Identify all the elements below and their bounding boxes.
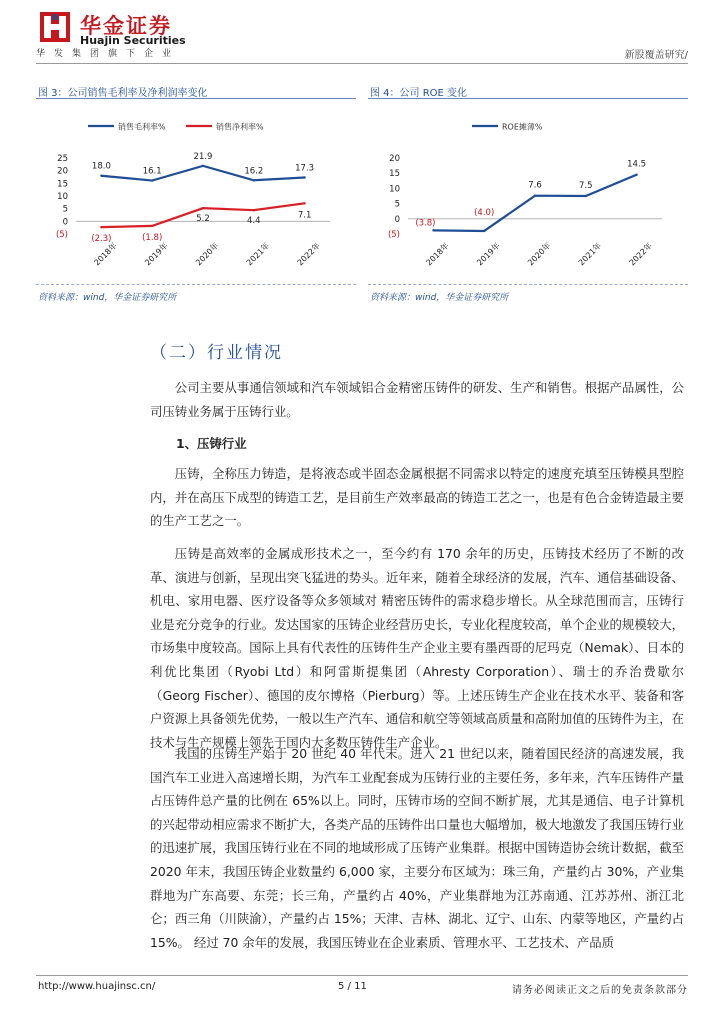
intro-paragraph	[150, 376, 684, 423]
data-label: (1.8)	[142, 232, 163, 243]
paragraph-2	[150, 542, 684, 754]
x-tick-label: 2018年	[92, 241, 119, 268]
figure4-source: 资料来源：wind，华金证券研究所	[370, 293, 509, 303]
figure4-top-rule	[368, 98, 688, 99]
footer-url[interactable]: http://www.huajinsc.cn/	[38, 981, 156, 992]
data-label: 21.9	[193, 151, 213, 162]
y-tick-label: 15	[57, 179, 68, 190]
huajin-logo-icon	[40, 12, 70, 42]
figure3-chart	[40, 108, 356, 280]
series-line	[101, 166, 304, 181]
data-label: 16.2	[244, 166, 264, 177]
report-type: 新股覆盖研究/	[624, 50, 688, 61]
y-tick-label: 10	[389, 184, 400, 195]
data-label: 14.5	[627, 159, 647, 170]
paragraph-3	[150, 742, 684, 954]
paragraph-2-text: 压铸是高效率的金属成形技术之一，至今约有 170 余年的历史，压铸技术经历了不断的改革、演进与创新，呈现出突飞猛进的势头。近年来，随着全球经济的发展，汽车、通信基础设备、机电、家用电器、医疗设备等众多领域对 精密压铸件的需求稳步增长。从全球范围而言，压铸行业是充分竞争的行业。发达国家的压铸企业经营历史长，专业化程度较高，单个企业的规模较大，市场集中度较高。国际上具有代表性的压铸件生产企业主要有墨西哥的尼玛克（Nemak）、日本的利优比集团（Ryobi Ltd）和阿雷斯提集团（Ahresty Corporation）、瑞士的乔治费歇尔（Georg Fischer）、德国的皮尔博格（Pierburg）等。上述压铸生产企业在技术水平、装备和客户资源上具备领先优势，一般以生产汽车、通信和航空等领域高质量和高附加值的压铸件为主，在技术与生产规模上领先于国内大多数压铸件生产企业。	[150, 546, 684, 750]
paragraph-1-text: 压铸，全称压力铸造，是将液态或半固态金属根据不同需求以特定的速度充填至压铸模具型腔内，并在高压下成型的铸造工艺，是目前生产效率最高的铸造工艺之一，也是有色合金铸造最主要的生产工艺之一。	[150, 466, 684, 529]
data-label: (2.3)	[91, 234, 112, 245]
y-tick-label: 5	[62, 204, 68, 215]
x-tick-label: 2021年	[244, 241, 272, 268]
x-tick-label: 2022年	[627, 241, 655, 268]
data-label: 7.1	[297, 210, 312, 221]
paragraph-3-text: 我国的压铸生产始于 20 世纪 40 年代末。进入 21 世纪以来，随着国民经济的高速发展，我国汽车工业进入高速增长期，为汽车工业配套成为压铸行业的主要任务，多年来，汽车压铸件产量占压铸件总产量的比例在 65%以上。同时，压铸市场的空间不断扩展，尤其是通信、电子计算机的兴起带动相应需求不断扩大，各类产品的压铸件出口量也大幅增加，极大地激发了我国压铸行业的迅速扩展，我国压铸行业在不同的地域形成了压铸产业集群。根据中国铸造协会统计数据，截至 2020 年末，我国压铸企业数量约 6,000 家，主要分布区域为：珠三角，产量约占 30%，产业集群地为广东高要、东莞；长三角，产量约占 40%，产业集群地为江苏南通、江苏苏州、浙江北仑；西三角（川陕渝），产量约占 15%；天津、吉林、湖北、辽宁、山东、内蒙等地区，产量约占 15%。 经过 70 余年的发展，我国压铸业在企业素质、管理水平、工艺技术、产品质	[150, 746, 684, 950]
data-point	[635, 174, 637, 176]
header-divider	[36, 63, 688, 64]
y-tick-label: 0	[394, 214, 400, 225]
figure3-bottom-rule	[36, 284, 356, 285]
legend-label: 销售净利率%	[216, 122, 264, 132]
footer-disclaimer: 请务必阅读正文之后的免责条款部分	[512, 985, 688, 996]
data-label: 5.2	[196, 214, 210, 225]
data-label: (4.0)	[474, 207, 495, 218]
data-label: 7.6	[528, 180, 542, 191]
data-label: 7.5	[579, 181, 593, 191]
figure3-top-rule	[36, 98, 356, 99]
x-tick-label: 2019年	[143, 241, 170, 268]
x-tick-label: 2022年	[295, 241, 323, 268]
x-tick-label: 2021年	[576, 241, 604, 268]
x-tick-label: 2020年	[194, 241, 221, 268]
data-point	[534, 194, 536, 196]
figure3-source: 资料来源：wind，华金证券研究所	[38, 293, 177, 303]
y-tick-label: (5)	[55, 230, 68, 240]
data-point	[303, 176, 305, 178]
data-label: (3.8)	[415, 218, 436, 229]
data-label: 16.1	[142, 166, 162, 177]
page-number: 5 / 11	[338, 981, 367, 992]
y-tick-label: 20	[57, 166, 68, 177]
footer-divider	[36, 975, 688, 976]
y-tick-label: (5)	[387, 230, 400, 240]
figure3-title: 图 3：公司销售毛利率及净利润率变化	[38, 88, 208, 99]
figure4-chart	[372, 108, 688, 280]
x-tick-label: 2018年	[424, 241, 451, 268]
x-tick-label: 2019年	[475, 241, 502, 268]
company-slogan: 华发集团旗下企业	[36, 49, 181, 59]
data-point	[202, 165, 204, 167]
data-point	[432, 229, 434, 231]
data-point	[100, 175, 102, 177]
y-tick-label: 5	[394, 199, 400, 210]
data-point	[303, 202, 305, 204]
section-title: （二）行业情况	[150, 343, 283, 363]
data-point	[585, 195, 587, 197]
data-point	[151, 225, 153, 227]
figure4-bottom-rule	[368, 284, 688, 285]
data-point	[151, 179, 153, 181]
legend-label: 销售毛利率%	[118, 122, 166, 132]
figure4-title: 图 4：公司 ROE 变化	[370, 88, 468, 99]
y-tick-label: 20	[389, 154, 400, 164]
page-header	[36, 8, 688, 60]
data-label: 4.4	[247, 216, 261, 227]
intro-text: 公司主要从事通信领域和汽车领域铝合金精密压铸件的研发、生产和销售。根据产品属性，公司压铸业务属于压铸行业。	[150, 380, 684, 419]
y-tick-label: 10	[57, 192, 68, 202]
data-point	[483, 230, 485, 232]
company-name-cn: 华金证券	[80, 14, 172, 38]
data-label: 18.0	[91, 161, 111, 172]
y-tick-label: 15	[389, 169, 400, 180]
paragraph-1	[150, 462, 684, 533]
y-tick-label: 25	[57, 154, 68, 164]
legend-label: ROE摊薄%	[502, 122, 543, 132]
data-point	[202, 207, 204, 209]
data-point	[253, 209, 255, 211]
subsection-heading: 1、压铸行业	[176, 436, 247, 451]
data-label: 17.3	[295, 163, 315, 174]
data-point	[253, 179, 255, 181]
x-tick-label: 2020年	[526, 241, 553, 268]
data-point	[100, 226, 102, 228]
y-tick-label: 0	[62, 217, 68, 228]
company-name-en: Huajin Securities	[80, 34, 186, 47]
